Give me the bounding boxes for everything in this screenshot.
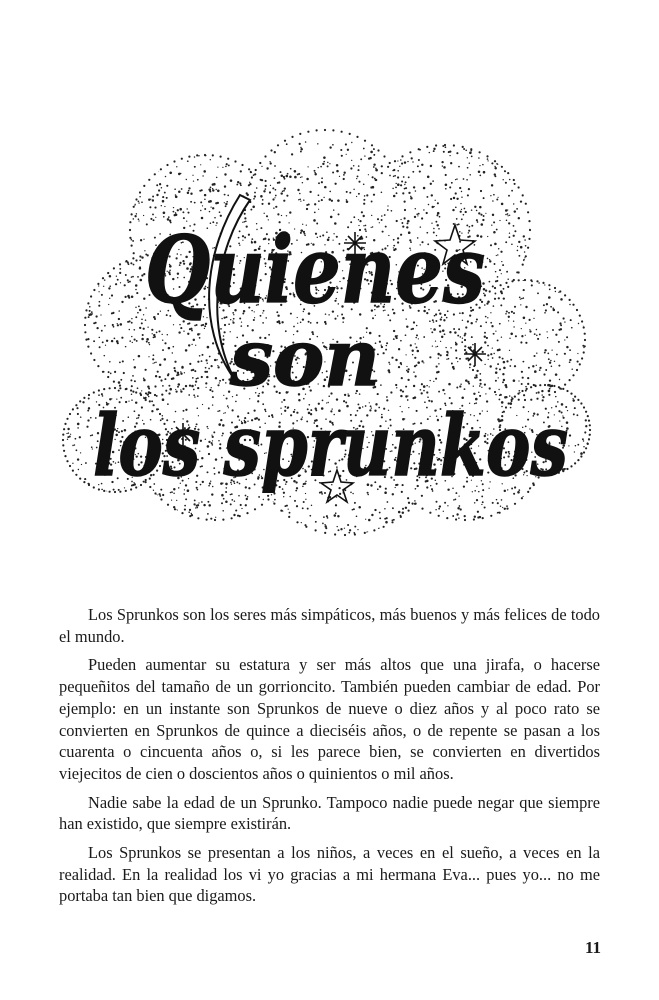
paragraph: Los Sprunkos se presentan a los niños, a veces en el sueño, a veces en la realidad. En la realidad los vi yo gracias a mi hermana Eva... pues yo... no me portaba tan bien que digamos. [59, 843, 600, 906]
paragraph: Pueden aumentar su estatura y ser más altos que una jirafa, o hacerse pequeñitos del tamaño de un gorrioncito. También pueden cambiar de edad. Por ejemplo: en un instante son Sprunkos de nueve o diez años y al poco rato se convierten en Sprunkos de quince a dieciséis años, o de repente se pasan a los cuarenta o cincuenta años o, si les parece bien, se convierten en divertidos viejecitos de cien o doscientos años o quinientos o mil años. [59, 655, 600, 783]
title-line-3: los sprunkos [93, 396, 568, 495]
sparkle-icon [464, 343, 486, 366]
title-line-1: Quienes [145, 216, 485, 324]
page-number: 11 [584, 938, 601, 957]
paragraph: Nadie sabe la edad de un Sprunko. Tampoco nadie puede negar que siempre han existido, que siempre existirán. [59, 792, 600, 834]
paragraph: Los Sprunkos son los seres más simpáticos, más buenos y más felices de todo el mundo. [59, 605, 600, 646]
title-line-2: son [229, 313, 380, 404]
starry-cloud-drawing [55, 140, 600, 555]
title-illustration [55, 140, 600, 555]
body-text [59, 604, 600, 914]
